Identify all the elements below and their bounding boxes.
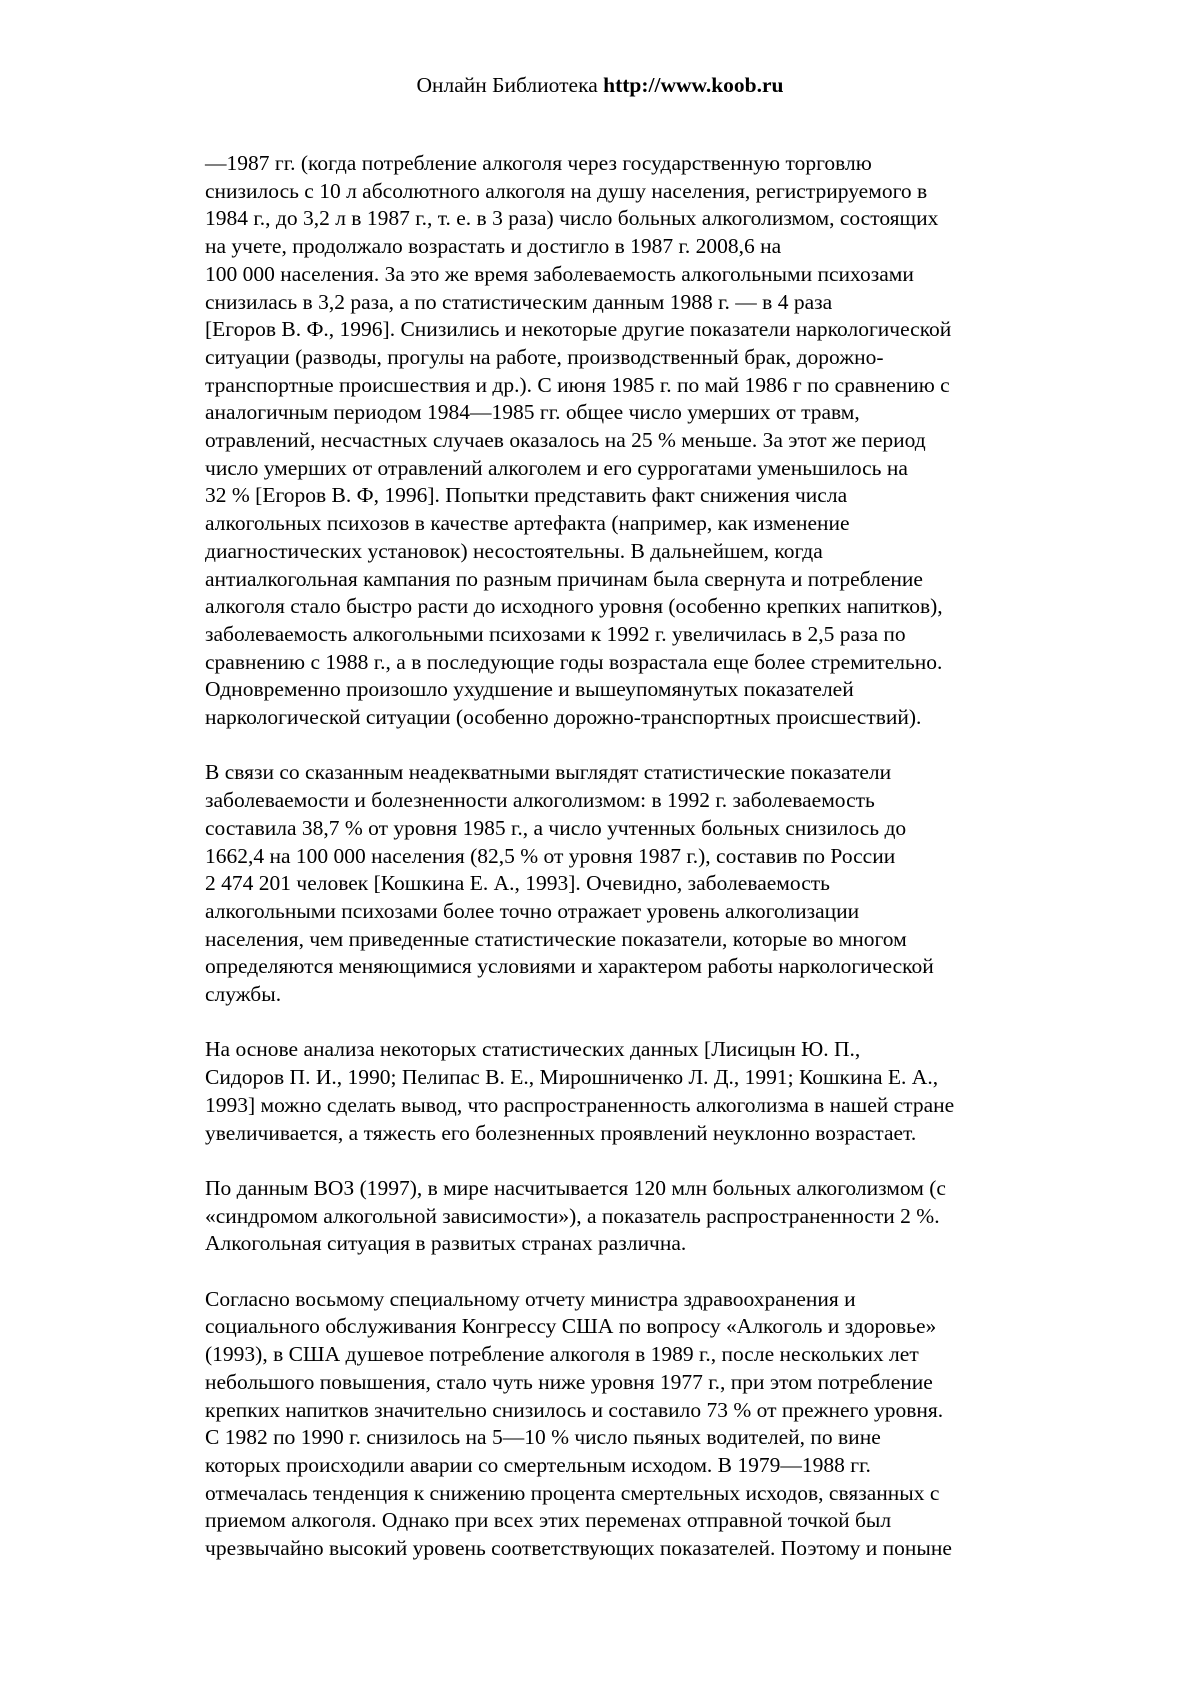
text-line: отравлений, несчастных случаев оказалось на 25 % меньше. За этот же период (205, 428, 926, 453)
text-line: сравнению с 1988 г., а в последующие годы возрастала еще более стремительно. (205, 649, 943, 674)
text-line: алкогольных психозов в качестве артефакта (например, как изменение (205, 511, 850, 536)
text-line: снизилось с 10 л абсолютного алкоголя на душу населения, регистрируемого в (205, 178, 928, 203)
text-line: заболеваемость алкогольными психозами к 1992 г. увеличилась в 2,5 раза по (205, 621, 906, 646)
text-line: небольшого повышения, стало чуть ниже уровня 1977 г., при этом потребление (205, 1369, 933, 1394)
text-line: отмечалась тенденция к снижению процента смертельных исходов, связанных с (205, 1480, 940, 1505)
text-line: (1993), в США душевое потребление алкоголя в 1989 г., после нескольких лет (205, 1342, 919, 1367)
library-url[interactable]: http://www.koob.ru (603, 73, 784, 97)
text-line: 1993] можно сделать вывод, что распространенность алкоголизма в нашей стране (205, 1092, 955, 1117)
text-line: «синдромом алкогольной зависимости»), а показатель распространенности 2 %. (205, 1203, 940, 1228)
paragraph (205, 150, 1085, 732)
text-line: алкогольными психозами более точно отражает уровень алкоголизации (205, 898, 860, 923)
text-line: транспортные происшествия и др.). С июня 1985 г. по май 1986 г по сравнению с (205, 372, 950, 397)
text-line: 2 474 201 человек [Кошкина Е. А., 1993]. Очевидно, заболеваемость (205, 871, 830, 896)
text-line: Одновременно произошло ухудшение и вышеупомянутых показателей (205, 677, 854, 702)
text-line: составила 38,7 % от уровня 1985 г., а число учтенных больных снизилось до (205, 815, 907, 840)
text-line: ситуации (разводы, прогулы на работе, производственный брак, дорожно- (205, 344, 884, 369)
text-line: —1987 гг. (когда потребление алкоголя через государственную торговлю (205, 151, 872, 175)
text-line: наркологической ситуации (особенно дорожно-транспортных происшествий). (205, 705, 922, 730)
text-line: число умерших от отравлений алкоголем и его суррогатами уменьшилось на (205, 455, 908, 480)
text-line: 100 000 населения. За это же время заболеваемость алкогольными психозами (205, 261, 914, 286)
paragraph (205, 759, 1085, 1008)
text-line: заболеваемости и болезненности алкоголизмом: в 1992 г. заболеваемость (205, 788, 875, 813)
paragraph (205, 1286, 1085, 1563)
text-line: увеличивается, а тяжесть его болезненных проявлений неуклонно возрастает. (205, 1120, 917, 1145)
text-line: социального обслуживания Конгрессу США по вопросу «Алкоголь и здоровье» (205, 1314, 937, 1339)
text-line: аналогичным периодом 1984—1985 гг. общее число умерших от травм, (205, 400, 860, 425)
text-line: По данным ВОЗ (1997), в мире насчитывается 120 млн больных алкоголизмом (с (205, 1175, 946, 1200)
text-line: крепких напитков значительно снизилось и составило 73 % от прежнего уровня. (205, 1397, 944, 1422)
text-line: Алкогольная ситуация в развитых странах различна. (205, 1231, 687, 1256)
paragraph (205, 1175, 1085, 1258)
text-line: [Егоров В. Ф., 1996]. Снизились и некоторые другие показатели наркологической (205, 317, 952, 342)
library-name: Онлайн Библиотека (416, 73, 598, 97)
text-line: на учете, продолжало возрастать и достигло в 1987 г. 2008,6 на (205, 234, 782, 259)
text-line: приемом алкоголя. Однако при всех этих переменах отправной точкой был (205, 1508, 892, 1533)
text-line: алкоголя стало быстро расти до исходного уровня (особенно крепких напитков), (205, 594, 943, 619)
text-line: определяются меняющимися условиями и характером работы наркологической (205, 954, 934, 979)
text-line: чрезвычайно высокий уровень соответствующих показателей. Поэтому и поныне (205, 1536, 952, 1561)
text-line: С 1982 по 1990 г. снизилось на 5—10 % число пьяных водителей, по вине (205, 1425, 881, 1450)
text-line: антиалкогольная кампания по разным причинам была свернута и потребление (205, 566, 923, 591)
text-line: населения, чем приведенные статистические показатели, которые во многом (205, 926, 907, 951)
text-line: службы. (205, 982, 282, 1007)
text-line: диагностических установок) несостоятельны. В дальнейшем, когда (205, 538, 823, 563)
text-line: Сидоров П. И., 1990; Пелипас В. Е., Мирошниченко Л. Д., 1991; Кошкина Е. А., (205, 1065, 939, 1090)
text-line: снизилась в 3,2 раза, а по статистическим данным 1988 г. — в 4 раза (205, 289, 833, 314)
paragraph (205, 1036, 1085, 1147)
text-line: 32 % [Егоров В. Ф, 1996]. Попытки представить факт снижения числа (205, 483, 848, 508)
text-line: 1662,4 на 100 000 населения (82,5 % от уровня 1987 г.), составив по России (205, 843, 896, 868)
text-line: Согласно восьмому специальному отчету министра здравоохранения и (205, 1286, 856, 1311)
text-line: В связи со сказанным неадекватными выглядят статистические показатели (205, 760, 892, 785)
text-line: которых происходили аварии со смертельным исходом. В 1979—1988 гг. (205, 1452, 871, 1477)
text-line: На основе анализа некоторых статистических данных [Лисицын Ю. П., (205, 1037, 861, 1062)
document-body (205, 150, 1085, 1590)
text-line: 1984 г., до 3,2 л в 1987 г., т. е. в 3 раза) число больных алкоголизмом, состоящих (205, 206, 939, 231)
page-header (0, 71, 1200, 99)
